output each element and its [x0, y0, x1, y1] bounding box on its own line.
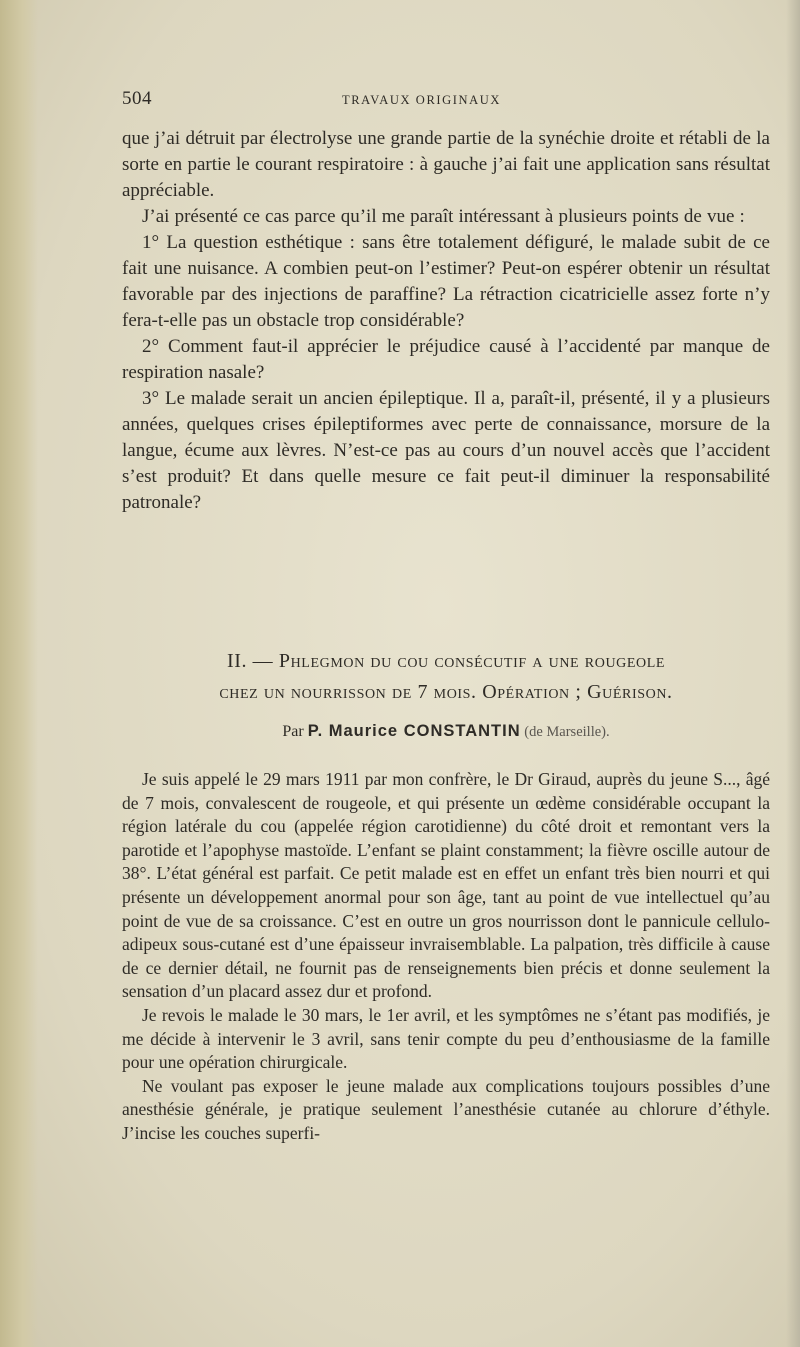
article-title-line: II. — Phlegmon du cou consécutif a une rougeole	[226, 650, 666, 672]
byline-prefix: Par	[282, 723, 308, 740]
paragraph: 1° La question esthétique : sans être totalement défiguré, le malade subit de ce fait une nuisance. A combien peut-on l’estimer? Peut-on espérer obtenir un résultat favorable par des injections de paraffine? La rétraction cicatricielle assez forte n’y fera-t-elle pas un obstacle trop considérable?	[122, 232, 770, 331]
paragraph: Je suis appelé le 29 mars 1911 par mon confrère, le Dr Giraud, auprès du jeune S..., âgé de 7 mois, convalescent de rougeole, et qui présente un œdème considérable occupant la région latérale du cou (appelée région carotidienne) du côté droit et remontant vers la parotide et l’apophyse mastoïde. L’enfant se plaint constamment; la fièvre oscille autour de 38°. L’état général est parfait. Ce petit malade est en effet un enfant très bien nourri et qui présente un développement anormal pour son âge, tant au point de vue intellectuel qu’au point de vue de sa croissance. C’est en outre un gros nourrisson dont le pannicule cellulo-adipeux sous-cutané est d’une épaisseur invraisemblable. La palpation, très difficile à cause de ce dernier détail, ne fournit pas de renseignements bien précis et donne seulement la sensation d’un placard assez dur et profond.	[122, 769, 770, 1002]
running-title: TRAVAUX ORIGINAUX	[342, 93, 502, 107]
paragraph: 2° Comment faut-il apprécier le préjudice causé à l’accidenté par manque de respiration nasale?	[122, 336, 770, 383]
author-name: P. Maurice CONSTANTIN	[307, 722, 521, 740]
article-title-line: chez un nourrisson de 7 mois. Opération ; Guérison.	[219, 681, 673, 703]
page-shadow-right	[786, 0, 800, 1347]
continued-text-block	[122, 126, 770, 516]
page-number: 504	[122, 88, 152, 109]
article-body	[122, 768, 770, 1146]
author-affiliation: (de Marseille).	[520, 724, 610, 740]
article-title	[122, 646, 770, 708]
paragraph: Je revois le malade le 30 mars, le 1er avril, et les symptômes ne s’étant pas modifiés, je me décide à intervenir le 3 avril, sans tenir compte du peu d’enthousiasme de la famille pour une opération chirurgicale.	[122, 1004, 770, 1073]
paragraph: 3° Le malade serait un ancien épileptique. Il a, paraît-il, présenté, il y a plusieurs années, quelques crises épileptiformes avec perte de connaissance, morsure de la langue, écume aux lèvres. N’est-ce pas au cours d’un nouvel accès que l’accident s’est produit? Et dans quelle mesure ce fait peut-il diminuer la responsabilité patronale?	[122, 388, 770, 513]
paragraph: que j’ai détruit par électrolyse une grande partie de la synéchie droite et rétabli de la sorte en partie le courant respiratoire : à gauche j’ai fait une application sans résultat appréciable.	[122, 128, 770, 201]
page-shadow-left	[0, 0, 38, 1347]
running-head	[122, 88, 770, 118]
byline	[122, 722, 770, 741]
paragraph: J’ai présenté ce cas parce qu’il me paraît intéressant à plusieurs points de vue :	[142, 206, 745, 227]
paragraph: Ne voulant pas exposer le jeune malade aux complications toujours possibles d’une anesthésie générale, je pratique seulement l’anesthésie cutanée au chlorure d’éthyle. J’incise les couches superfi-	[122, 1075, 770, 1143]
